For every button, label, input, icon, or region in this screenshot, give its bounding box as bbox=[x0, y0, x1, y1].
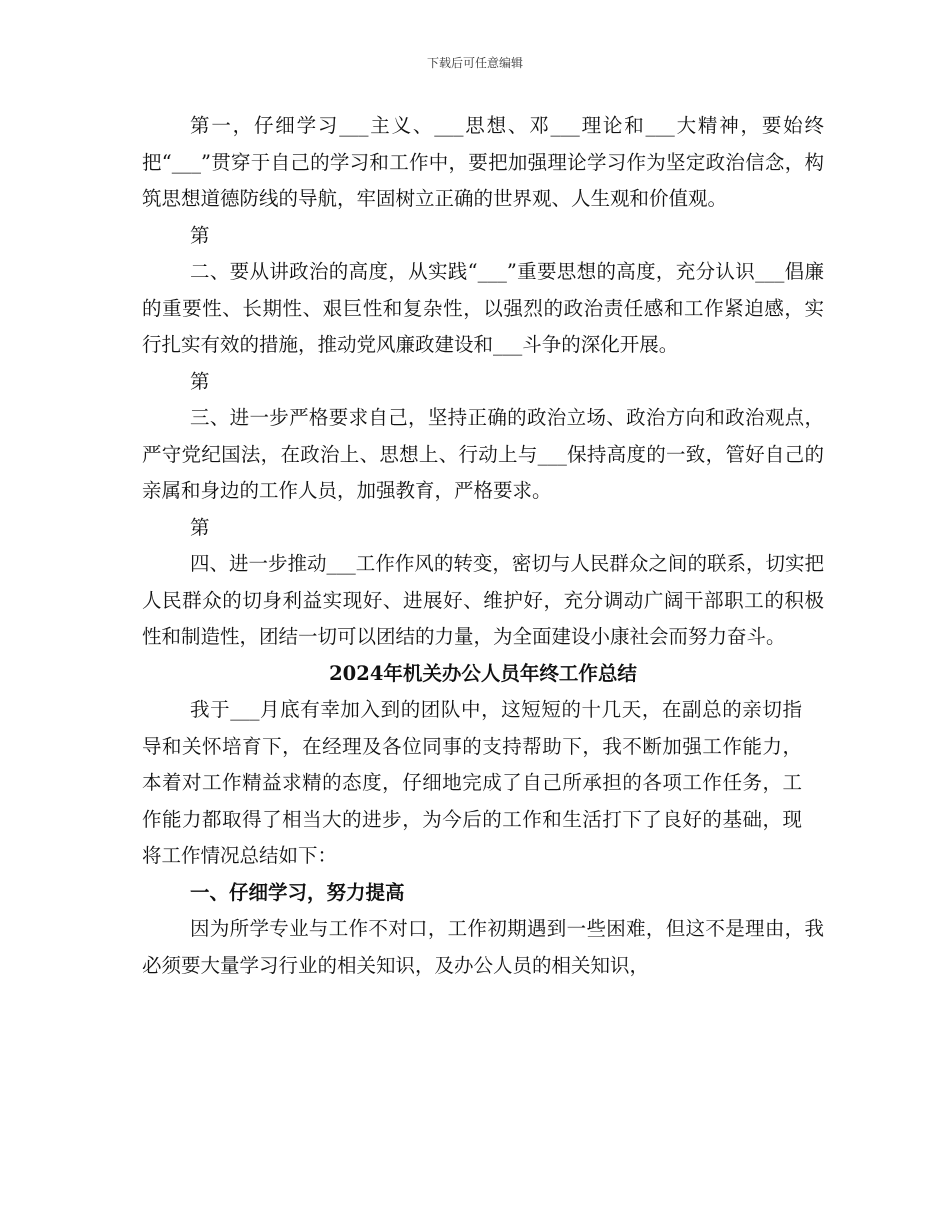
paragraph-fourth: 四、进一步推动___工作作风的转变，密切与人民群众之间的联系，切实把人民群众的切身利益实现好、进展好、维护好，充分调动广阔干部职工的积极性和制造性，团结一切可以团结的力量，为全面建设小康社会而努力奋斗。 bbox=[142, 552, 824, 648]
section-1-text: 因为所学专业与工作不对口，工作初期遇到一些困难，但这不是理由，我必须要大量学习行业的相关知识，及办公人员的相关知识， bbox=[142, 917, 824, 977]
paragraph-di-1: 第 bbox=[190, 223, 210, 247]
document-body bbox=[142, 108, 824, 984]
paragraph-di-2: 第 bbox=[190, 369, 210, 393]
intro-paragraph: 我于___月底有幸加入到的团队中，这短短的十几天，在副总的亲切指导和关怀培育下，在经理及各位同事的支持帮助下，我不断加强工作能力，本着对工作精益求精的态度，仔细地完成了自己所承担的各项工作任务，工作能力都取得了相当大的进步，为今后的工作和生活打下了良好的基础，现将工作情况总结如下： bbox=[142, 698, 802, 867]
paragraph-third: 三、进一步严格要求自己，坚持正确的政治立场、政治方向和政治观点，严守党纪国法，在政治上、思想上、行动上与___保持高度的一致，管好自己的亲属和身边的工作人员，加强教育，严格要求。 bbox=[142, 406, 824, 502]
page-header-note: 下载后可任意编辑 bbox=[426, 56, 523, 70]
document-title: 2024年机关办公人员年终工作总结 bbox=[329, 661, 637, 685]
paragraph-second: 二、要从讲政治的高度，从实践“___”重要思想的高度，充分认识___倡廉的重要性、长期性、艰巨性和复杂性，以强烈的政治责任感和工作紧迫感，实行扎实有效的措施，推动党风廉政建设和___斗争的深化开展。 bbox=[142, 260, 824, 356]
paragraph-di-3: 第 bbox=[190, 515, 210, 539]
section-heading-1: 一、仔细学习，努力提高 bbox=[190, 880, 405, 904]
paragraph-first: 第一，仔细学习___主义、___思想、邓___理论和___大精神，要始终把“___”贯穿于自己的学习和工作中，要把加强理论学习作为坚定政治信念，构筑思想道德防线的导航，牢固树立正确的世界观、人生观和价值观。 bbox=[142, 114, 824, 210]
